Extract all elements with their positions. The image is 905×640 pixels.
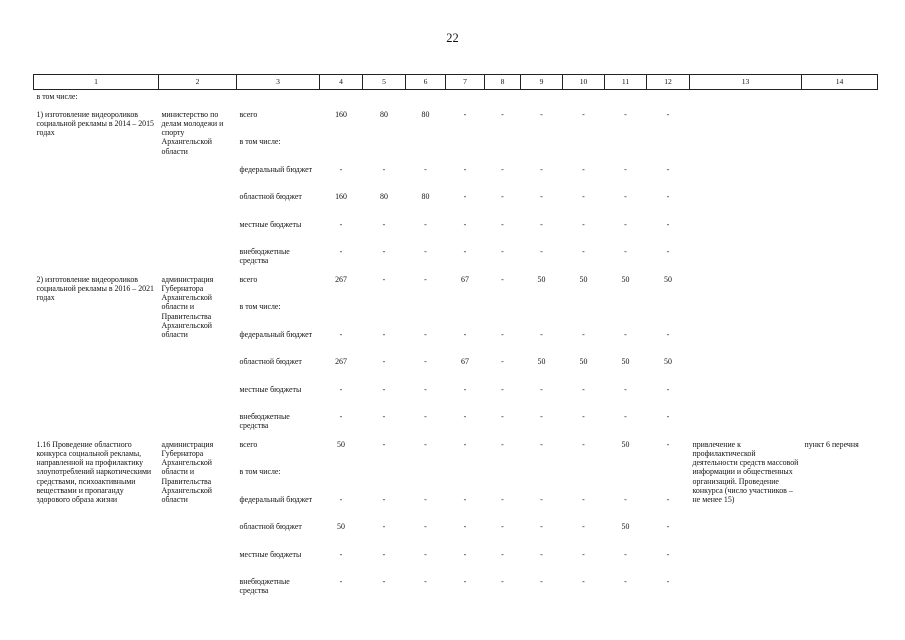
- amount-cell: -: [424, 247, 427, 256]
- amount-cell: -: [339, 412, 343, 421]
- amount-cell: -: [540, 549, 543, 559]
- amount-cell: -: [582, 439, 585, 449]
- amount-cell: -: [424, 274, 427, 284]
- funding-source-cell: местные бюджеты: [239, 384, 302, 394]
- amount-cell: -: [582, 109, 585, 119]
- table-row: [34, 273, 878, 301]
- amount-cell: -: [666, 577, 670, 586]
- amount-cell: -: [540, 164, 543, 174]
- amount-cell: -: [424, 439, 427, 449]
- amount-cell: -: [582, 494, 585, 504]
- amount-cell: [446, 135, 485, 163]
- amount-cell: -: [501, 549, 504, 559]
- reference-cell: [802, 273, 878, 438]
- amount-cell: -: [424, 549, 427, 559]
- amount-cell: -: [666, 549, 670, 559]
- amount-cell: 267: [335, 274, 347, 284]
- amount-cell: -: [463, 384, 467, 394]
- amount-cell: 50: [537, 357, 546, 366]
- amount-cell: [320, 300, 363, 328]
- amount-cell: -: [382, 439, 386, 449]
- funding-source-cell: областной бюджет: [239, 192, 302, 201]
- amount-cell: -: [666, 247, 670, 256]
- budget-table: [33, 74, 878, 603]
- amount-cell: -: [582, 219, 585, 229]
- activity-cell: 1) изготовление видеороликов социальной рекламы в 2014 – 2015 годах: [36, 109, 155, 138]
- amount-cell: 67: [461, 357, 469, 366]
- amount-cell: -: [624, 549, 627, 559]
- amount-cell: [647, 465, 690, 493]
- amount-cell: -: [582, 247, 585, 256]
- amount-cell: -: [382, 247, 386, 256]
- amount-cell: -: [382, 412, 386, 421]
- funding-source-cell: областной бюджет: [239, 522, 302, 531]
- amount-cell: -: [424, 522, 427, 531]
- column-header-7: 7: [446, 75, 485, 90]
- amount-cell: -: [339, 164, 343, 174]
- amount-cell: 50: [337, 439, 345, 449]
- amount-cell: 50: [337, 522, 345, 531]
- amount-cell: [605, 135, 647, 163]
- amount-cell: -: [463, 494, 467, 504]
- amount-cell: 50: [621, 439, 630, 449]
- amount-cell: [406, 300, 446, 328]
- column-header-13: 13: [690, 75, 802, 90]
- amount-cell: -: [339, 384, 343, 394]
- amount-cell: -: [501, 219, 504, 229]
- amount-cell: 267: [335, 357, 347, 366]
- amount-cell: -: [501, 109, 504, 119]
- amount-cell: -: [463, 247, 467, 256]
- amount-cell: -: [424, 412, 427, 421]
- column-header-4: 4: [320, 75, 363, 90]
- amount-cell: [320, 465, 363, 493]
- amount-cell: -: [582, 577, 585, 586]
- amount-cell: -: [540, 522, 543, 531]
- amount-cell: -: [339, 549, 343, 559]
- amount-cell: -: [501, 384, 504, 394]
- amount-cell: -: [424, 577, 427, 586]
- amount-cell: -: [540, 329, 543, 339]
- amount-cell: -: [666, 329, 670, 339]
- amount-cell: -: [501, 192, 504, 201]
- header-row: [34, 75, 878, 90]
- amount-cell: [563, 300, 605, 328]
- amount-cell: -: [666, 522, 670, 531]
- amount-cell: [363, 465, 406, 493]
- amount-cell: -: [540, 109, 543, 119]
- amount-cell: 50: [664, 274, 672, 284]
- amount-cell: -: [463, 577, 467, 586]
- amount-cell: -: [382, 577, 386, 586]
- amount-cell: -: [463, 329, 467, 339]
- amount-cell: 160: [335, 192, 347, 201]
- amount-cell: -: [501, 577, 504, 586]
- amount-cell: -: [382, 329, 386, 339]
- amount-cell: [320, 135, 363, 163]
- amount-cell: 50: [579, 274, 588, 284]
- executor-cell: министерство по делам молодежи и спорту Архангельской области: [161, 109, 224, 156]
- amount-cell: -: [666, 384, 670, 394]
- amount-cell: 50: [621, 522, 630, 531]
- amount-cell: -: [540, 412, 543, 421]
- amount-cell: -: [382, 522, 386, 531]
- amount-cell: -: [582, 384, 585, 394]
- amount-cell: 50: [537, 274, 546, 284]
- page-number: 22: [446, 31, 459, 45]
- intro-text: в том числе:: [36, 92, 78, 101]
- amount-cell: -: [501, 164, 504, 174]
- amount-cell: -: [624, 329, 627, 339]
- funding-source-cell: областной бюджет: [239, 357, 302, 366]
- amount-cell: -: [424, 329, 427, 339]
- column-header-10: 10: [563, 75, 605, 90]
- amount-cell: -: [540, 577, 543, 586]
- amount-cell: -: [666, 494, 670, 504]
- amount-cell: 50: [621, 274, 630, 284]
- column-header-2: 2: [159, 75, 237, 90]
- result-cell: [690, 273, 802, 438]
- amount-cell: -: [666, 109, 670, 119]
- amount-cell: -: [424, 357, 427, 366]
- amount-cell: -: [624, 164, 627, 174]
- amount-cell: 50: [621, 357, 630, 366]
- amount-cell: -: [501, 494, 504, 504]
- amount-cell: -: [666, 412, 670, 421]
- amount-cell: -: [582, 192, 585, 201]
- amount-cell: -: [540, 219, 543, 229]
- amount-cell: [406, 465, 446, 493]
- column-header-14: 14: [802, 75, 878, 90]
- amount-cell: -: [582, 549, 585, 559]
- amount-cell: 50: [579, 357, 588, 366]
- amount-cell: -: [339, 219, 343, 229]
- amount-cell: -: [540, 439, 543, 449]
- amount-cell: [521, 135, 563, 163]
- result-cell: [690, 108, 802, 273]
- funding-source-cell: в том числе:: [239, 137, 281, 146]
- amount-cell: [485, 300, 521, 328]
- amount-cell: [563, 135, 605, 163]
- funding-source-cell: всего: [239, 439, 258, 449]
- amount-cell: -: [339, 329, 343, 339]
- amount-cell: 67: [461, 274, 469, 284]
- amount-cell: -: [463, 109, 467, 119]
- amount-cell: -: [382, 219, 386, 229]
- amount-cell: 80: [380, 192, 388, 201]
- reference-cell: пункт 6 перечня: [804, 439, 859, 449]
- amount-cell: -: [463, 412, 467, 421]
- amount-cell: -: [501, 412, 504, 421]
- amount-cell: [605, 300, 647, 328]
- amount-cell: -: [624, 577, 627, 586]
- activity-cell: 1.16 Проведение областного конкурса социальной рекламы, направленной на профилактику злоупотреблений наркотическими средствами, психоактивными веществами и пропаганду здорового образа жизни: [36, 439, 152, 505]
- column-header-8: 8: [485, 75, 521, 90]
- funding-source-cell: в том числе:: [239, 467, 281, 476]
- table-row: [34, 108, 878, 136]
- amount-cell: -: [382, 357, 386, 366]
- column-header-5: 5: [363, 75, 406, 90]
- funding-source-cell: федеральный бюджет: [239, 494, 313, 504]
- amount-cell: [485, 135, 521, 163]
- amount-cell: -: [501, 247, 504, 256]
- amount-cell: -: [382, 274, 386, 284]
- amount-cell: -: [582, 522, 585, 531]
- funding-source-cell: всего: [239, 274, 258, 284]
- amount-cell: -: [424, 384, 427, 394]
- amount-cell: -: [666, 219, 670, 229]
- executor-cell: администрация Губернатора Архангельской области и Правительства Архангельской области: [161, 274, 214, 340]
- column-header-9: 9: [521, 75, 563, 90]
- intro-row: [34, 90, 878, 108]
- amount-cell: [485, 465, 521, 493]
- amount-cell: -: [624, 494, 627, 504]
- amount-cell: [406, 135, 446, 163]
- amount-cell: 80: [421, 192, 430, 201]
- amount-cell: [363, 135, 406, 163]
- amount-cell: -: [666, 439, 670, 449]
- reference-cell: [802, 108, 878, 273]
- amount-cell: -: [624, 192, 627, 201]
- amount-cell: -: [463, 439, 467, 449]
- funding-source-cell: федеральный бюджет: [239, 329, 313, 339]
- amount-cell: -: [666, 192, 670, 201]
- amount-cell: -: [624, 384, 627, 394]
- amount-cell: [521, 465, 563, 493]
- funding-source-cell: внебюджетные средства: [239, 412, 290, 431]
- amount-cell: -: [540, 247, 543, 256]
- result-cell: привлечение к профилактической деятельности средств массовой информации и общественных организаций. Проведение конкурса (число участников – не менее 15): [692, 439, 799, 505]
- table-row: [34, 438, 878, 466]
- amount-cell: [446, 465, 485, 493]
- amount-cell: 80: [421, 109, 430, 119]
- amount-cell: -: [501, 439, 504, 449]
- amount-cell: [605, 465, 647, 493]
- column-header-11: 11: [605, 75, 647, 90]
- activity-cell: 2) изготовление видеороликов социальной рекламы в 2016 – 2021 годах: [36, 274, 155, 303]
- amount-cell: -: [501, 357, 504, 366]
- amount-cell: -: [463, 219, 467, 229]
- amount-cell: -: [339, 577, 343, 586]
- funding-source-cell: всего: [239, 109, 258, 119]
- funding-source-cell: местные бюджеты: [239, 549, 302, 559]
- amount-cell: [363, 300, 406, 328]
- column-header-6: 6: [406, 75, 446, 90]
- amount-cell: -: [382, 494, 386, 504]
- amount-cell: -: [624, 412, 627, 421]
- amount-cell: -: [339, 494, 343, 504]
- amount-cell: -: [501, 522, 504, 531]
- amount-cell: -: [463, 522, 467, 531]
- amount-cell: -: [540, 192, 543, 201]
- amount-cell: [446, 300, 485, 328]
- amount-cell: 80: [380, 109, 388, 119]
- amount-cell: 160: [335, 109, 347, 119]
- amount-cell: -: [501, 274, 504, 284]
- amount-cell: -: [382, 164, 386, 174]
- amount-cell: -: [463, 549, 467, 559]
- amount-cell: -: [624, 109, 627, 119]
- amount-cell: -: [424, 219, 427, 229]
- amount-cell: -: [582, 412, 585, 421]
- executor-cell: администрация Губернатора Архангельской области и Правительства Архангельской области: [161, 439, 214, 505]
- amount-cell: -: [501, 329, 504, 339]
- amount-cell: [521, 300, 563, 328]
- amount-cell: -: [382, 549, 386, 559]
- funding-source-cell: местные бюджеты: [239, 219, 302, 229]
- column-header-1: 1: [34, 75, 159, 90]
- amount-cell: -: [666, 164, 670, 174]
- amount-cell: -: [339, 247, 343, 256]
- amount-cell: [647, 135, 690, 163]
- amount-cell: -: [424, 494, 427, 504]
- amount-cell: -: [540, 494, 543, 504]
- amount-cell: [647, 300, 690, 328]
- amount-cell: -: [582, 329, 585, 339]
- amount-cell: -: [463, 164, 467, 174]
- amount-cell: -: [463, 192, 467, 201]
- funding-source-cell: в том числе:: [239, 302, 281, 311]
- amount-cell: -: [424, 164, 427, 174]
- amount-cell: -: [382, 384, 386, 394]
- amount-cell: [563, 465, 605, 493]
- funding-source-cell: внебюджетные средства: [239, 577, 290, 596]
- amount-cell: 50: [664, 357, 672, 366]
- column-header-3: 3: [237, 75, 320, 90]
- amount-cell: -: [624, 219, 627, 229]
- funding-source-cell: внебюджетные средства: [239, 247, 290, 266]
- column-header-12: 12: [647, 75, 690, 90]
- amount-cell: -: [582, 164, 585, 174]
- amount-cell: -: [540, 384, 543, 394]
- funding-source-cell: федеральный бюджет: [239, 164, 313, 174]
- amount-cell: -: [624, 247, 627, 256]
